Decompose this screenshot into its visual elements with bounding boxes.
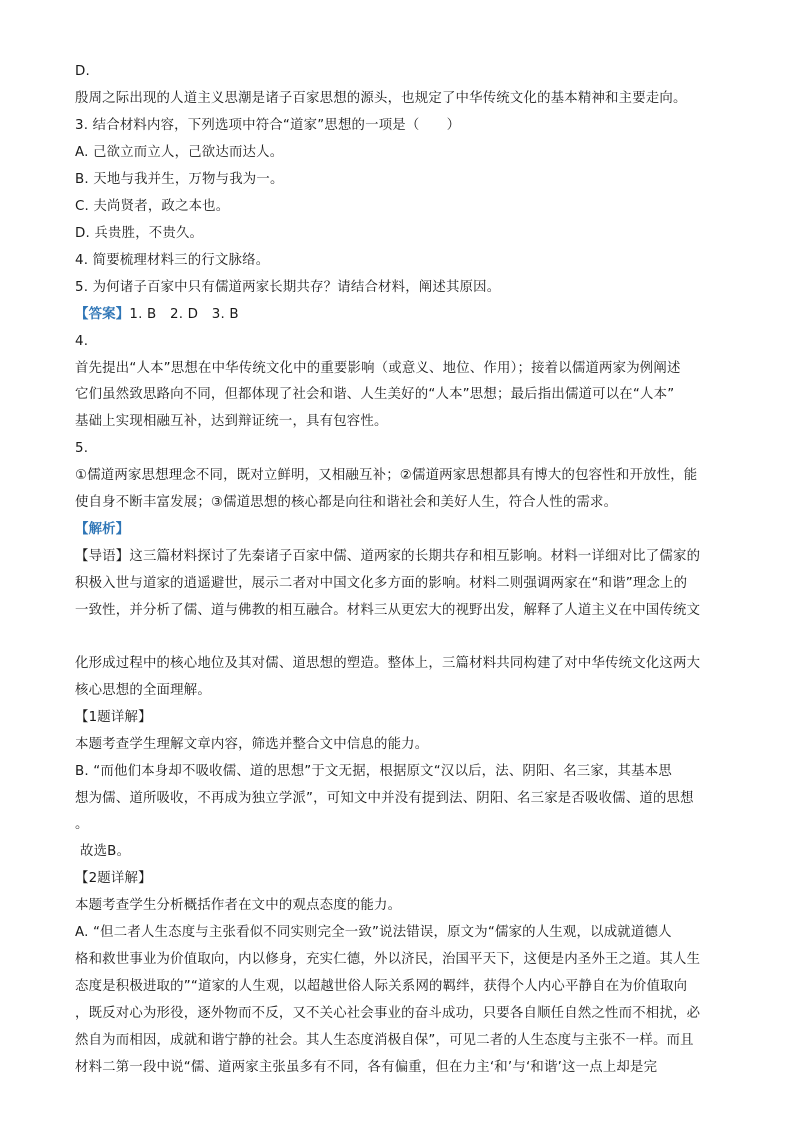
- option-b: B. 天地与我并生，万物与我为一。: [75, 172, 284, 187]
- answer-5-line-1: ①儒道两家思想理念不同，既对立鲜明，又相融互补；②儒道两家思想都具有博大的包容性和开放性，能: [75, 468, 698, 483]
- detail-2-line-3: 格和救世事业为价值取向，内以修身，充实仁德，外以济民，治国平天下，这便是内圣外王之道。其人生: [75, 952, 701, 967]
- intro-line-5: 核心思想的全面理解。: [75, 683, 211, 698]
- option-a: A. 己欲立而立人，己欲达而达人。: [75, 145, 284, 160]
- detail-2-line-7: 材料二第一段中说“儒、道两家主张虽多有不同，各有偏重，但在力主‘和’与‘和谐’这一点上却是完: [75, 1060, 658, 1075]
- question-3: 3. 结合材料内容，下列选项中符合“道家”思想的一项是（ ）: [75, 118, 461, 133]
- option-d: D. 兵贵胜，不贵久。: [75, 226, 204, 241]
- detail-1-line-3: 想为儒、道所吸收，不再成为独立学派”，可知文中并没有提到法、阴阳、名三家是否吸收儒、道的思想: [75, 791, 694, 806]
- answer-4-line-1: 首先提出“人本”思想在中华传统文化中的重要影响（或意义、地位、作用）；接着以儒道两家为例阐述: [75, 361, 681, 376]
- detail-1-line-4: 。: [75, 817, 89, 832]
- question-4: 4. 简要梳理材料三的行文脉络。: [75, 253, 270, 268]
- analysis-tag: 【解析】: [75, 522, 130, 537]
- intro-line-3: 一致性，并分析了儒、道与佛教的相互融合。材料三从更宏大的视野出发，解释了人道主义在中国传统文: [75, 603, 701, 618]
- detail-1-conclusion: 故选B。: [80, 844, 131, 859]
- intro-line-4: 化形成过程中的核心地位及其对儒、道思想的塑造。整体上，三篇材料共同构建了对中华传统文化这两大: [75, 656, 701, 671]
- detail-2-line-4: 态度是积极进取的”“道家的人生观，以超越世俗人际关系网的羁绊，获得个人内心平静自在为价值取向: [75, 979, 688, 994]
- detail-2-line-6: 然自为而相因，成就和谐宁静的社会。其人生态度消极自保”，可见二者的人生态度与主张不一样。而且: [75, 1033, 694, 1048]
- question-5: 5. 为何诸子百家中只有儒道两家长期共存？请结合材料，阐述其原因。: [75, 280, 501, 295]
- option-c: C. 夫尚贤者，政之本也。: [75, 199, 230, 214]
- detail-2-line-2: A. “但二者人生态度与主张看似不同实则完全一致”说法错误，原文为“儒家的人生观，以成就道德人: [75, 925, 672, 940]
- detail-1-line-2: B. “而他们本身却不吸收儒、道的思想”于文无据，根据原文“汉以后，法、阴阳、名三家，其基本思: [75, 764, 672, 779]
- detail-1-line-1: 本题考查学生理解文章内容，筛选并整合文中信息的能力。: [75, 737, 429, 752]
- detail-2-line-1: 本题考查学生分析概括作者在文中的观点态度的能力。: [75, 898, 402, 913]
- option-d-label: D.: [75, 64, 90, 79]
- option-d-text: 殷周之际出现的人道主义思潮是诸子百家思想的源头，也规定了中华传统文化的基本精神和主要走向。: [75, 91, 687, 106]
- detail-2-line-5: ，既反对心为形役，逐外物而不反，又不关心社会事业的奋斗成功，只要各自顺任自然之性而不相扰，必: [75, 1006, 701, 1021]
- detail-2-heading: 【2题详解】: [75, 871, 152, 886]
- intro-line-1: 【导语】这三篇材料探讨了先秦诸子百家中儒、道两家的长期共存和相互影响。材料一详细对比了儒家的: [75, 549, 701, 564]
- answer-4-line-2: 它们虽然致思路向不同，但都体现了社会和谐、人生美好的“人本”思想；最后指出儒道可以在“人本”: [75, 387, 675, 402]
- answer-text: 1. B 2. D 3. B: [129, 307, 239, 322]
- answer-4-line-3: 基础上实现相融互补，达到辩证统一，具有包容性。: [75, 414, 388, 429]
- answer-5-label: 5.: [75, 441, 89, 456]
- answer-line: [75, 305, 239, 325]
- answer-5-line-2: 使自身不断丰富发展；③儒道思想的核心都是向往和谐社会和美好人生，符合人性的需求。: [75, 495, 618, 510]
- intro-line-2: 积极入世与道家的逍遥避世，展示二者对中国文化多方面的影响。材料二则强调两家在“和谐”理念上的: [75, 576, 688, 591]
- detail-1-heading: 【1题详解】: [75, 710, 152, 725]
- answer-tag: 【答案】: [75, 307, 130, 322]
- answer-4-label: 4.: [75, 334, 89, 349]
